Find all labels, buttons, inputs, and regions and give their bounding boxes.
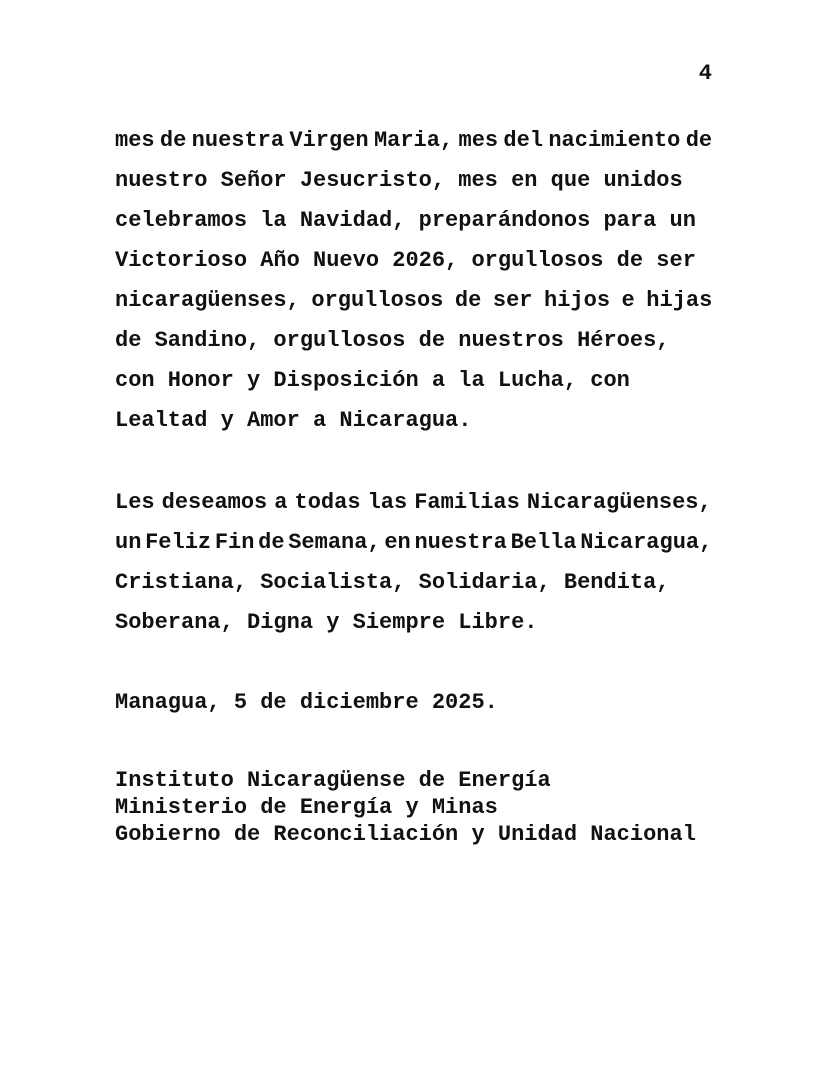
body-line: con Honor y Disposición a la Lucha, con	[115, 368, 630, 393]
body-line: Lealtad y Amor a Nicaragua.	[115, 408, 472, 433]
body-line: Cristiana, Socialista, Solidaria, Bendita,	[115, 570, 670, 595]
paragraph-2	[115, 483, 712, 643]
body-line: celebramos la Navidad, preparándonos para un	[115, 208, 696, 233]
dateline-block	[115, 683, 712, 723]
body-line: nuestro Señor Jesucristo, mes en que unidos	[115, 168, 683, 193]
body-line: mes de nuestra Virgen Maria, mes del nacimiento de	[115, 128, 713, 153]
body-line: Soberana, Digna y Siempre Libre.	[115, 610, 538, 635]
body-line: nicaragüenses, orgullosos de ser hijos e hijas	[115, 288, 713, 313]
page-number: 4	[698, 61, 712, 86]
body-line: un Feliz Fin de Semana, en nuestra Bella Nicaragua,	[115, 530, 713, 555]
body-line: de Sandino, orgullosos de nuestros Héroes,	[115, 328, 670, 353]
signature-line: Instituto Nicaragüense de Energía	[115, 768, 551, 793]
body-line: Victorioso Año Nuevo 2026, orgullosos de ser	[115, 248, 696, 273]
signature-block	[115, 767, 712, 848]
signature-line: Gobierno de Reconciliación y Unidad Nacional	[115, 822, 696, 847]
dateline: Managua, 5 de diciembre 2025.	[115, 690, 498, 715]
body-line: Les deseamos a todas las Familias Nicaragüenses,	[115, 490, 712, 515]
signature-line: Ministerio de Energía y Minas	[115, 795, 498, 820]
paragraph-1	[115, 121, 712, 441]
